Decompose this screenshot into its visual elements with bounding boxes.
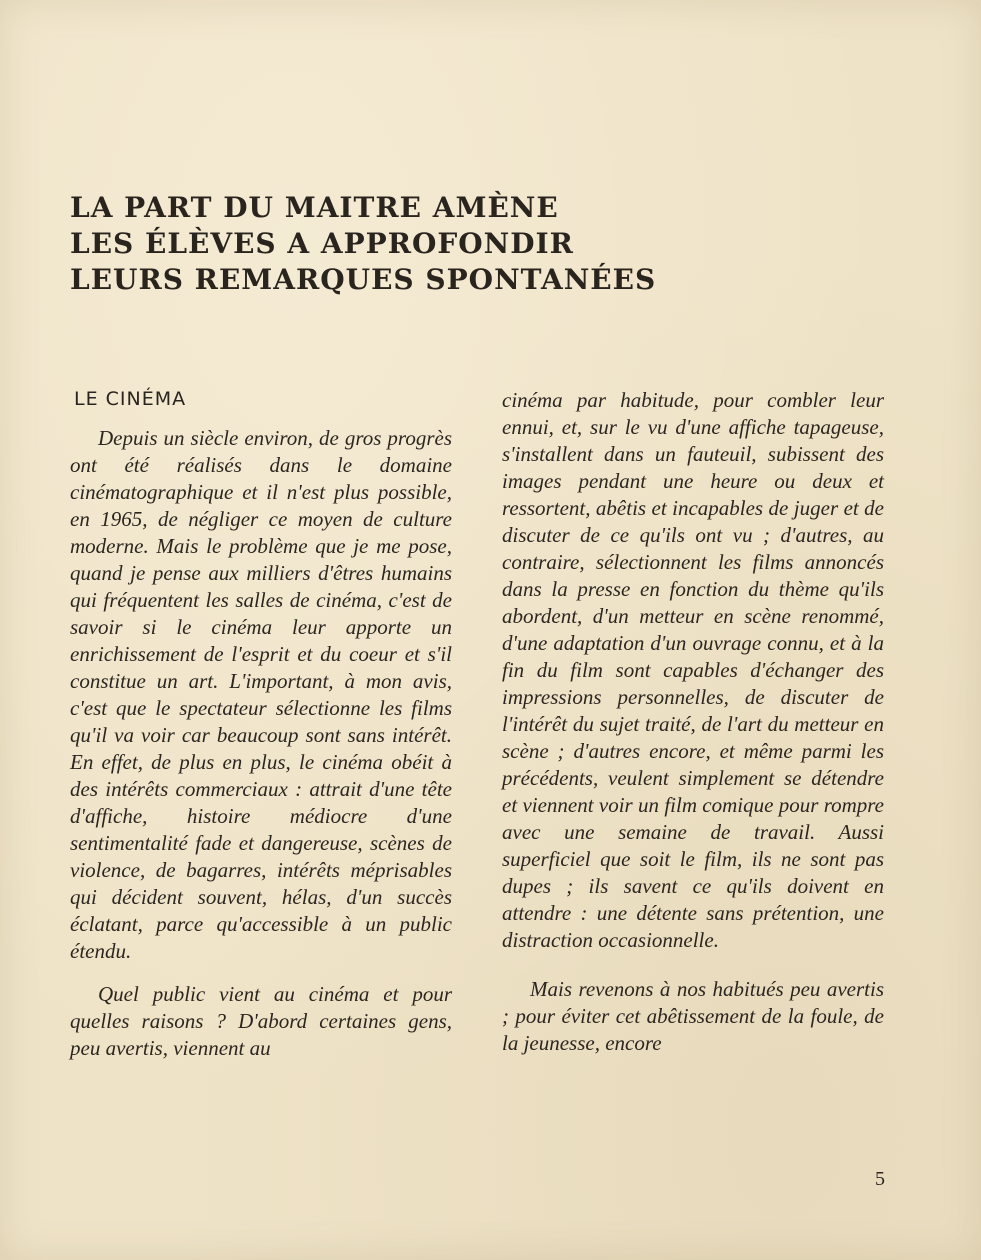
title-line: LEURS REMARQUES SPONTANÉES bbox=[70, 263, 657, 296]
left-paragraph-2: Quel public vient au cinéma et pour quelles raisons ? D'abord certaines gens, peu avertis, viennent au bbox=[70, 982, 452, 1060]
right-column bbox=[502, 387, 884, 1057]
section-heading: LE CINÉMA bbox=[74, 388, 187, 410]
page-number: 5 bbox=[875, 1168, 885, 1190]
right-paragraph-1: cinéma par habitude, pour combler leur ennui, et, sur le vu d'une affiche tapageuse, s'installent dans un fauteuil, subissent des images pendant une heure ou deux et ressortent, abêtis et incapables de juger et de discuter de ce qu'ils ont vu ; d'autres, au contraire, sélectionnent les films annoncés dans la presse en fonction du thème qu'ils abordent, d'un metteur en scène renommé, d'une adaptation d'un ouvrage connu, et à la fin du film sont capables d'échanger des impressions personnelles, de discuter de l'intérêt du sujet traité, de l'art du metteur en scène ; d'autres encore, et même parmi les précédents, veulent simplement se détendre et viennent voir un film comique pour rompre avec une semaine de travail. Aussi superficiel que soit le film, ils ne sont pas dupes ; ils savent ce qu'ils doivent en attendre : une détente sans prétention, une distraction occasionnelle. bbox=[502, 388, 884, 952]
title-line: LA PART DU MAITRE AMÈNE bbox=[70, 191, 559, 224]
title-line: LES ÉLÈVES A APPROFONDIR bbox=[70, 227, 574, 260]
right-paragraph-2: Mais revenons à nos habitués peu avertis ; pour éviter cet abêtissement de la foule, de la jeunesse, encore bbox=[502, 977, 884, 1055]
left-column bbox=[70, 425, 452, 1062]
left-paragraph-1: Depuis un siècle environ, de gros progrès ont été réalisés dans le domaine cinématographique et il n'est plus possible, en 1965, de négliger ce moyen de culture moderne. Mais le problème que je me pose, quand je pense aux milliers d'êtres humains qui fréquentent les salles de cinéma, c'est de savoir si le cinéma leur apporte un enrichissement de l'esprit et du coeur et s'il constitue un art. L'important, à mon avis, c'est que le spectateur sélectionne les films qu'il va voir car beaucoup sont sans intérêt. En effet, de plus en plus, le cinéma obéit à des intérêts commerciaux : attrait d'une tête d'affiche, histoire médiocre d'une sentimentalité fade et dangereuse, scènes de violence, de bagarres, intérêts méprisables qui décident souvent, hélas, d'un succès éclatant, parce qu'accessible à un public étendu. bbox=[70, 426, 452, 963]
page-title bbox=[70, 190, 690, 298]
